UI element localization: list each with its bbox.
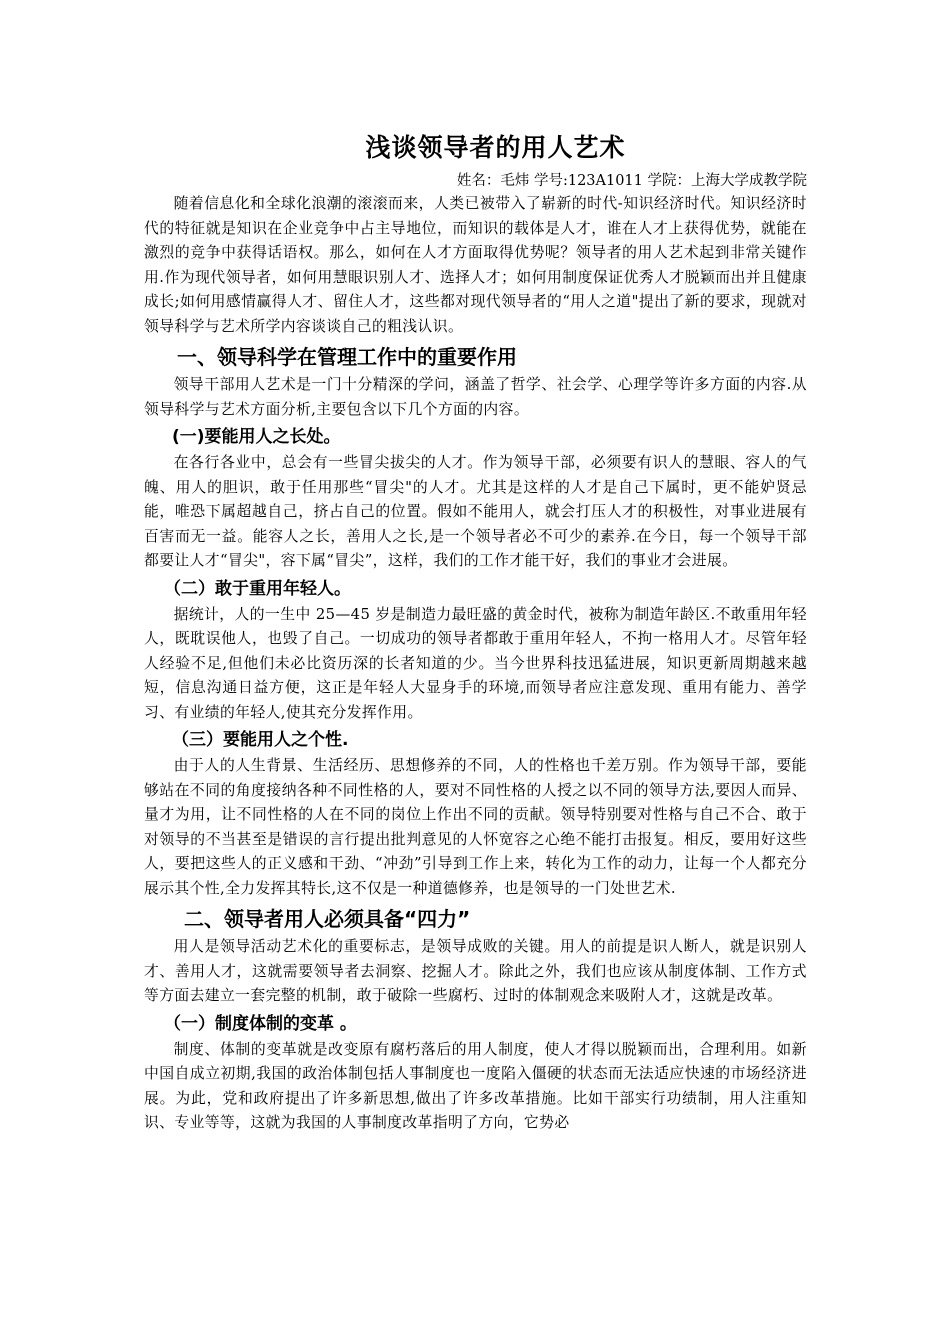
intro-paragraph: 随着信息化和全球化浪潮的滚滚而来，人类已被带入了崭新的时代-知识经济时代。知识经济时代的特征就是知识在企业竞争中占主导地位，而知识的载体是人才，谁在人才上获得优势，就能在激烈的竞争中获得话语权。那么，如何在人才方面取得优势呢？领导者的用人艺术起到非常关键作用.作为现代领导者，如何用慧眼识别人才、选择人才；如何用制度保证优秀人才脱颖而出并且健康成长;如何用感情赢得人才、留住人才，这些都对现代领导者的“用人之道"提出了新的要求，现就对领导科学与艺术所学内容谈谈自己的粗浅认识。: [144, 195, 807, 335]
section-1-sub-1-paragraph: 在各行各业中，总会有一些冒尖拔尖的人才。作为领导干部，必须要有识人的慧眼、容人的气魄、用人的胆识，敢于任用那些“冒尖"的人才。尤其是这样的人才是自己下属时，更不能妒贤忌能，唯恐下属超越自己，挤占自己的位置。假如不能用人，就会打压人才的积极性，对事业进展有百害而无一益。能容人之长，善用人之长,是一个领导者必不可少的素养.在今日，每一个领导干部都要让人才“冒尖"，容下属“冒尖”，这样，我们的工作才能干好，我们的事业才会进展。: [144, 454, 807, 569]
document-page: [144, 130, 807, 1136]
section-1-sub-2-paragraph: 据统计，人的一生中 25—45 岁是制造力最旺盛的黄金时代，被称为制造年龄区.不敢重用年轻人，既耽误他人，也毁了自己。一切成功的领导者都敢于重用年轻人，不拘一格用人才。尽管年轻人经验不足,但他们未必比资历深的长者知道的少。当今世界科技迅猛进展，知识更新周期越来越短，信息沟通日益方便，这正是年轻人大显身手的环境,而领导者应注意发现、重用有能力、善学习、有业绩的年轻人,使其充分发挥作用。: [144, 605, 807, 721]
author-line: 姓名：毛炜 学号:123A1011 学院：上海大学成教学院: [456, 173, 807, 189]
section-1-sub-3-paragraph: 由于人的人生背景、生活经历、思想修养的不同，人的性格也千差万别。作为领导干部，要能够站在不同的角度接纳各种不同性格的人，要对不同性格的人授之以不同的领导方法,要因人而异、量才为用，让不同性格的人在不同的岗位上作出不同的贡献。领导特别要对性格与自己不合、敢于对领导的不当甚至是错误的言行提出批判意见的人怀宽容之心绝不能打击报复。相反，要用好这些人，要把这些人的正义感和干劲、“冲劲”引导到工作上来，转化为工作的动力，让每一个人都充分展示其个性,全力发挥其特长,这不仅是一种道德修养，也是领导的一门处世艺术.: [144, 757, 807, 897]
section-2-paragraph: 用人是领导活动艺术化的重要标志，是领导成败的关键。用人的前提是识人断人，就是识别人才、善用人才，这就需要领导者去洞察、挖掘人才。除此之外，我们也应该从制度体制、工作方式等方面去建立一套完整的机制，敢于破除一些腐朽、过时的体制观念来吸附人才，这就是改革。: [144, 938, 807, 1004]
section-1-sub-1-heading: (一)要能用人之长处。: [172, 427, 341, 447]
section-1-heading: 一、领导科学在管理工作中的重要作用: [177, 345, 517, 369]
section-2-sub-1-heading: （一）制度体制的变革 。: [164, 1013, 357, 1034]
section-2-heading: 二、领导者用人必须具备“四力”: [184, 907, 471, 931]
section-1-sub-3-heading: （三）要能用人之个性.: [172, 730, 349, 750]
section-2-sub-1-paragraph: 制度、体制的变革就是改变原有腐朽落后的用人制度，使人才得以脱颖而出，合理利用。如新中国自成立初期,我国的政治体制包括人事制度也一度陷入僵硬的状态而无法适应快速的市场经济进展。为此，党和政府提出了许多新思想,做出了许多改革措施。比如干部实行功绩制，用人注重知识、专业等等，这就为我国的人事制度改革指明了方向，它势必: [144, 1040, 807, 1131]
section-1-sub-2-heading: （二）敢于重用年轻人。: [164, 578, 351, 599]
document-title: 浅谈领导者的用人艺术: [365, 133, 626, 162]
section-1-paragraph: 领导干部用人艺术是一门十分精深的学问，涵盖了哲学、社会学、心理学等许多方面的内容.从领导科学与艺术方面分析,主要包含以下几个方面的内容。: [144, 376, 807, 418]
